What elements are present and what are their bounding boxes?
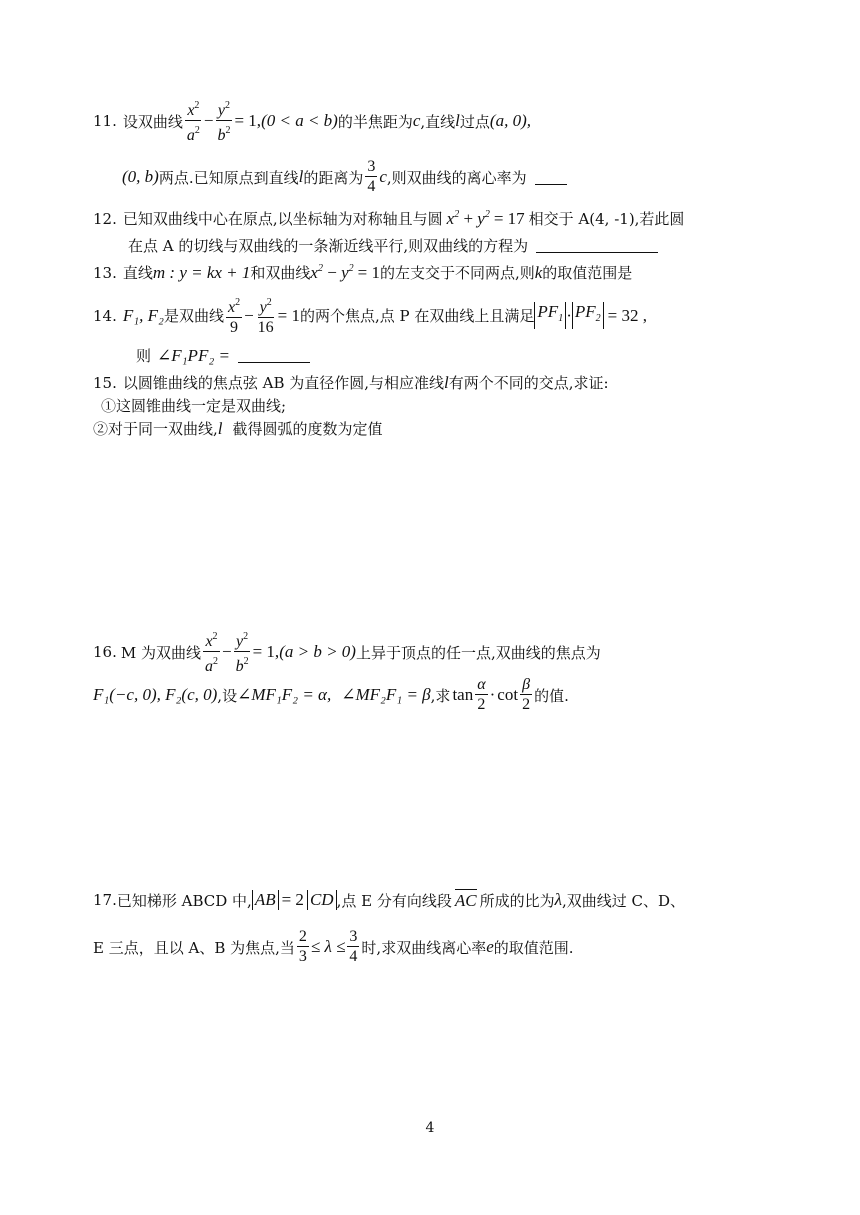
problem-number: 14.: [93, 306, 117, 325]
condition: (0 < a < b): [261, 111, 338, 130]
math-expression: ∠MF₁F₂ = α,: [237, 685, 332, 704]
answer-blank[interactable]: [536, 238, 658, 253]
fraction-3-4: $\frac{3}{4}$: [349, 928, 358, 965]
fraction-x2-a2: $\frac{x^2}{a^2}$: [203, 627, 220, 677]
problem-text: 的取值范围是: [542, 264, 633, 282]
abs-ab: AB: [252, 890, 279, 910]
math-function: tan: [452, 685, 474, 704]
problem-text: 有两个不同的交点,求证:: [448, 374, 609, 392]
problem-text: 的两个焦点,点 P 在双曲线上且满足: [300, 307, 535, 325]
problem-text: 的值.: [534, 686, 569, 705]
problem-text: 过点: [459, 112, 490, 131]
abs-pf1: $PF_1$: [534, 302, 566, 329]
problem-text: ①这圆锥曲线一定是双曲线;: [101, 397, 287, 415]
problem-text: 已知梯形 ABCD 中,: [116, 891, 252, 910]
math-expression: = 32 ,: [607, 305, 647, 325]
math-point: (0, b): [122, 167, 159, 186]
problem-text: 的半焦距为: [337, 112, 413, 131]
math-expression: = 17: [493, 208, 525, 228]
problem-text: ,求: [430, 686, 451, 705]
math-symbol: l: [298, 167, 304, 186]
problem-11-line-2: [122, 157, 567, 197]
problem-text: 是双曲线: [163, 307, 224, 325]
problem-16-line-2: F₁(−c, 0), F₂(c, 0) ,设 ∠MF₁F₂ = α, ∠MF₂F₁ = β ,求 tan $\frac{\alpha}{2}$ · cot $\frac{\beta}{2}$ 的值.: [93, 676, 569, 713]
problem-text: 则: [136, 347, 152, 365]
fraction-2-3: $\frac{2}{3}$: [298, 928, 307, 965]
problem-text: 时,求双曲线离心率: [361, 938, 487, 957]
problem-number: 17.: [93, 891, 117, 909]
problem-text: 直线: [122, 264, 153, 282]
fraction-y2-16: $\frac{y^2}{16}$: [256, 293, 276, 338]
problem-text: 和双曲线: [250, 264, 311, 282]
problem-17-line-1: [93, 889, 685, 911]
problem-text: ,则双曲线的离心率为: [386, 168, 527, 187]
abs-pf2: $PF_2$: [572, 302, 604, 329]
problem-text: ,点 E 分有向线段: [336, 891, 452, 910]
fraction-y2-b2: $\frac{y^2}{b^2}$: [215, 96, 232, 146]
problem-15-item-1: [101, 395, 286, 416]
math-function: cot: [497, 685, 519, 704]
problem-text: M 为双曲线: [120, 643, 201, 662]
problem-text: 在点 A 的切线与双曲线的一条渐近线平行,则双曲线的方程为: [128, 237, 529, 255]
math-expression: = 1: [277, 305, 301, 325]
problem-text: 两点.已知原点到直线: [158, 168, 299, 187]
math-symbol: l: [444, 372, 449, 392]
page-number: 4: [425, 1120, 435, 1136]
problem-text: ,设: [217, 686, 238, 705]
math-expression: ∠F₁PF₂ =: [157, 345, 230, 365]
vector-ac: AC: [454, 891, 477, 910]
problem-text: 设双曲线: [122, 112, 183, 131]
problem-13-line-1: 13. 直线 m : y = kx + 1 和双曲线 $x^2$ − $y^2$ = 1 的左支交于不同两点,则 k 的取值范围是: [93, 262, 633, 282]
problem-15-item-2: [93, 418, 383, 439]
math-expression: F₁, F₂: [122, 305, 164, 325]
problem-14-line-2: [136, 345, 310, 366]
fraction-beta-2: $\frac{\beta}{2}$: [522, 676, 531, 713]
math-symbol: c: [379, 167, 387, 186]
answer-blank[interactable]: [238, 348, 310, 363]
math-expression: m : y = kx + 1: [152, 262, 251, 282]
fraction-y2-b2: $\frac{y^2}{b^2}$: [234, 627, 251, 677]
problem-text: 相交于 A(4, -1),若此圆: [528, 210, 685, 228]
problem-text: 所成的比为: [479, 891, 555, 910]
problem-text: 以圆锥曲线的焦点弦 AB 为直径作圆,与相应准线: [122, 374, 445, 392]
math-point: (a, 0),: [489, 111, 531, 130]
problem-15-line-1: [93, 372, 609, 393]
math-expression: ∠MF₂F₁ = β: [341, 685, 431, 704]
math-expression: = 1: [357, 262, 380, 282]
fraction-x2-9: $\frac{x^2}{9}$: [226, 293, 242, 338]
problem-text: 的取值范围.: [493, 938, 574, 957]
problem-16-line-1: 16. M 为双曲线 $\frac{x^2}{a^2}$ − $\frac{y^2}{b^2}$ = 1, (a > b > 0) 上异于顶点的任一点,双曲线的焦点为: [93, 627, 601, 677]
problem-number: 13.: [93, 263, 117, 282]
problem-text: E 三点，且以 A、B 为焦点,当: [93, 938, 295, 957]
problem-number: 16.: [93, 643, 117, 661]
math-expression: ≤ λ ≤: [310, 937, 346, 956]
problem-text: 的左支交于不同两点,则: [379, 264, 535, 282]
fraction-alpha-2: $\frac{\alpha}{2}$: [477, 676, 486, 713]
math-symbol: l: [217, 418, 223, 438]
math-symbol: k: [534, 262, 543, 282]
math-symbol: e: [486, 937, 494, 956]
fraction-3-4: $\frac{3}{4}$: [367, 158, 376, 195]
problem-text: 截得圆弧的度数为定值: [232, 420, 383, 438]
math-symbol: c: [412, 111, 421, 130]
problem-12-line-1: 12. 已知双曲线中心在原点,以坐标轴为对称轴且与圆 $x^2$ + $y^2$ = 17 相交于 A(4, -1),若此圆: [93, 208, 685, 228]
problem-text: 的距离为: [303, 168, 364, 187]
condition: (a > b > 0): [279, 642, 356, 661]
problem-text: 上异于顶点的任一点,双曲线的焦点为: [355, 643, 601, 662]
math-symbol: l: [455, 111, 460, 130]
problem-number: 12.: [93, 209, 117, 228]
problem-14-line-1: 14. F₁, F₂ 是双曲线 $\frac{x^2}{9}$ − $\frac{y^2}{16}$ = 1 的两个焦点,点 P 在双曲线上且满足 $PF_1$ · $PF_2$ = 32 ,: [93, 293, 647, 338]
problem-text: 已知双曲线中心在原点,以坐标轴为对称轴且与圆: [122, 210, 443, 228]
problem-number: 15.: [93, 373, 117, 392]
math-expression: F₁(−c, 0), F₂(c, 0): [93, 685, 218, 704]
math-expression: = 2: [281, 890, 304, 909]
abs-cd: CD: [307, 890, 337, 910]
problem-number: 11.: [93, 112, 117, 130]
problem-text: ②对于同一双曲线,: [93, 420, 218, 438]
problem-12-line-2: [128, 235, 658, 256]
problem-text: ,双曲线过 C、D、: [561, 891, 685, 910]
problem-17-line-2: [93, 927, 574, 967]
fraction-x2-a2: $\frac{x^2}{a^2}$: [185, 96, 202, 146]
problem-text: ,直线: [420, 112, 456, 131]
answer-blank[interactable]: [535, 170, 567, 185]
problem-11-line-1: 11. 设双曲线 $\frac{x^2}{a^2}$ − $\frac{y^2}{b^2}$ = 1, (0 < a < b) 的半焦距为 c ,直线 l 过点 (a, 0),: [93, 96, 531, 146]
math-symbol: λ: [554, 890, 562, 909]
